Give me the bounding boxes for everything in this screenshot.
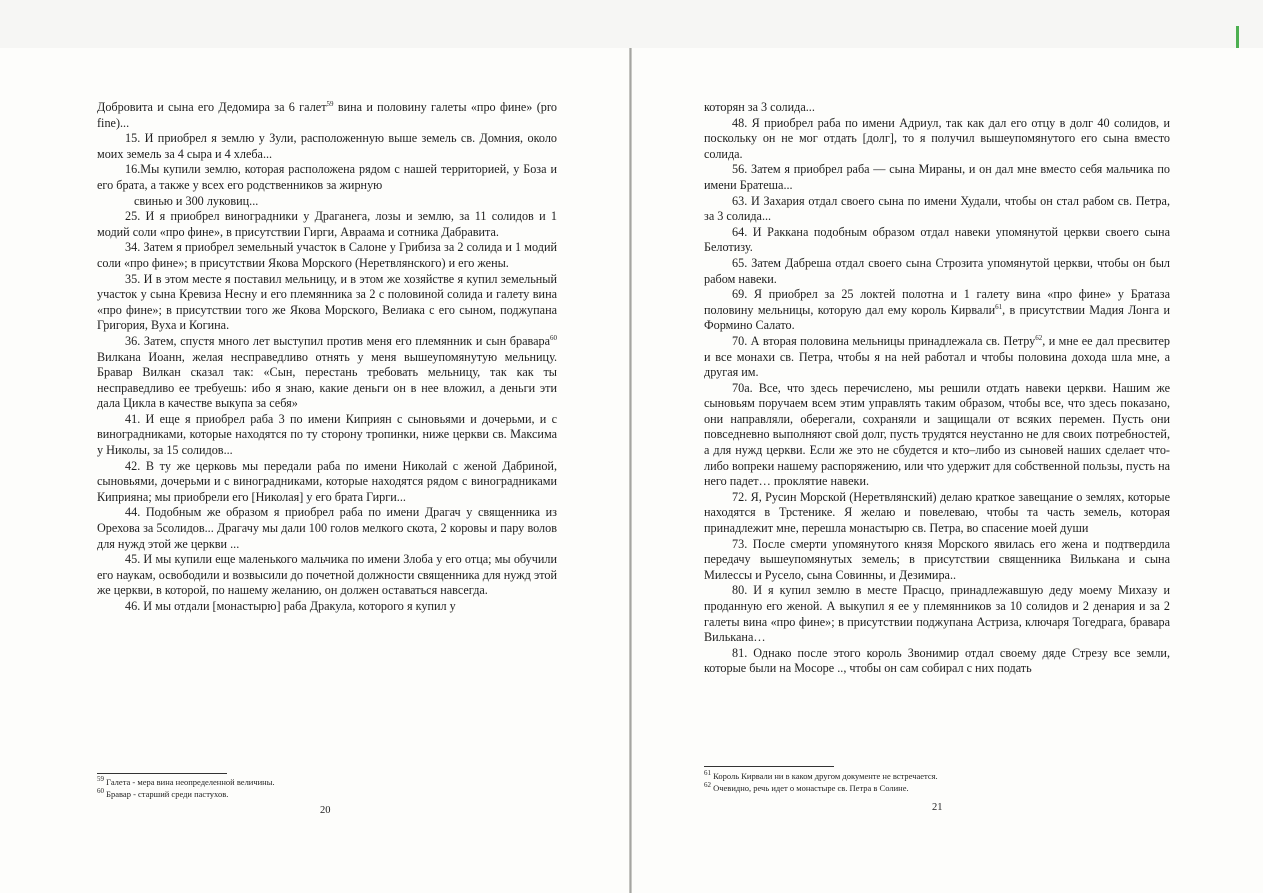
paragraph-text: 42. В ту же церковь мы передали раба по имени Николай с женой Дабриной, сыновьями, дочерьми и с виноградниками, которые находятся рядом с виноградниками Киприяна; мы приобрели его [Николая] у его брата Гирги... — [97, 458, 557, 504]
footnote-ref: 59 — [326, 99, 334, 108]
footnote-ref: 61 — [995, 302, 1003, 311]
footnote — [97, 788, 557, 800]
paragraph — [704, 334, 1170, 381]
paragraph — [704, 100, 1170, 116]
page-number: 20 — [320, 805, 331, 816]
footnote-rule — [704, 766, 834, 767]
paragraph — [97, 459, 557, 506]
paragraph-text: 34. Затем я приобрел земельный участок в Салоне у Грибиза за 2 солида и 1 модий соли «про фине»; в присутствии Якова Морского (Неретвлянского) и его жены. — [97, 240, 557, 270]
paragraph-text: которян за 3 солида... — [704, 100, 815, 114]
paragraph-text: 25. И я приобрел виноградники у Драганега, лозы и землю, за 11 солидов и 1 модий соли «про фине», в присутствии Гирги, Авраама и сотника Дабравита. — [97, 209, 557, 239]
paragraph — [97, 552, 557, 599]
paragraph — [704, 225, 1170, 256]
footnote-text: Очевидно, речь идет о монастыре св. Петра в Солине. — [713, 783, 909, 793]
paragraph-text: 69. Я приобрел за 25 локтей полотна и 1 галету вина «про фине» у Братаза половину мельницы, которую дал ему король Кирвали — [704, 287, 1170, 317]
paragraph-text: Добровита и сына его Дедомира за 6 галет — [97, 100, 327, 114]
paragraph — [704, 490, 1170, 537]
scan-edge-mark — [1236, 26, 1239, 48]
paragraph-text: вина и половину галеты «про фине» (pro fine)... — [97, 100, 558, 130]
paragraph-text: 16.Мы купили землю, которая расположена рядом с нашей территорией, у Боза и его брата, а также у всех его родственников за жирную — [97, 162, 557, 192]
paragraph — [97, 209, 557, 240]
paragraph-text: 65. Затем Дабреша отдал своего сына Строзита упомянутой церкви, чтобы он был рабом навеки. — [704, 255, 1170, 286]
paragraph-text: Вилкана Иоанн, желая несправедливо отнять у меня вышеупомянутую мельницу. Бравар Вилкан сказал так: «Сын, перестань требовать мельницу, так как ты несправедливо ее требуешь: ибо я знаю, какие деньги он в нее вложил, а деньги эти дала Цикла в качестве выкупа за себя» — [97, 349, 557, 411]
footnote-rule — [97, 773, 227, 774]
paragraph-text: , и мне ее дал пресвитер и все монахи св. Петра, чтобы я на ней работал и чтобы половина дохода шла мне, а другая им. — [704, 333, 1170, 380]
left-page-body — [97, 100, 557, 615]
paragraph-text: 70. А вторая половина мельницы принадлежала св. Петру — [732, 333, 1036, 348]
paragraph-text: 36. Затем, спустя много лет выступил против меня его племянник и сын бравара — [125, 333, 550, 348]
paragraph — [704, 194, 1170, 225]
footnote — [704, 770, 1170, 782]
footnote-text: Бравар - старший среди пастухов. — [106, 789, 229, 799]
footnote-number: 62 — [704, 781, 711, 790]
paragraph-text: свинью и 300 луковиц... — [134, 193, 259, 208]
paragraph-text: 81. Однако после этого король Звонимир отдал своему дяде Стрезу все земли, которые были на Мосоре .., чтобы он сам собирал с них подать — [704, 645, 1170, 676]
paragraph — [704, 646, 1170, 677]
right-page-body — [704, 100, 1170, 677]
right-page — [632, 48, 1263, 893]
paragraph-text: 15. И приобрел я землю у Зули, расположенную выше земель св. Домния, около моих земель за 4 сыра и 4 хлеба... — [97, 131, 557, 161]
paragraph — [97, 505, 557, 552]
paragraph — [97, 599, 557, 615]
paragraph-text: 46. И мы отдали [монастырю] раба Дракула, которого я купил у — [125, 599, 456, 613]
paragraph — [97, 100, 557, 131]
paragraph-text: 64. И Раккана подобным образом отдал навеки упомянутой церкви своего сына Белотизу. — [704, 224, 1170, 255]
paragraph-text: 44. Подобным же образом я приобрел раба по имени Драгач у священника из Орехова за 5солидов... Драгачу мы дали 100 голов мелкого скота, 2 коровы и пару волов для нужд этой же церкви ... — [97, 505, 557, 551]
left-page — [0, 48, 630, 893]
paragraph — [704, 256, 1170, 287]
paragraph-text: 80. И я купил землю в месте Прасцо, принадлежавшую деду моему Михазу и проданную его женой. А выкупил я ее у племянников за 10 солидов и 2 денария и за 2 галеты вина «про фине»; в присутствии поджупана Астриза, ключаря Тогедрага, бравара Вилькана… — [704, 583, 1170, 645]
paragraph — [97, 162, 557, 193]
footnote-number: 59 — [97, 775, 104, 784]
paragraph-text: 35. И в этом месте я поставил мельницу, и в этом же хозяйстве я купил земельный участок у сына Кревиза Несну и его племянника за 2 с половиной солида и галету вина «про фине»; в присутствии того же Якова Морского, Велиака с его сыном, поджупана Григория, Вуха и Когина. — [97, 271, 557, 333]
footnote-ref: 60 — [550, 333, 557, 342]
paragraph — [97, 194, 557, 210]
footnote-number: 61 — [704, 769, 711, 778]
footnote-ref: 62 — [1035, 333, 1043, 342]
paragraph-text: 63. И Захария отдал своего сына по имени Худали, чтобы он стал рабом св. Петра, за 3 солида... — [704, 193, 1170, 224]
footnote-number: 60 — [97, 787, 104, 796]
paragraph — [97, 334, 557, 412]
paragraph-text: 41. И еще я приобрел раба 3 по имени Киприян с сыновьями и дочерьми, и с виноградниками, которые находятся по ту сторону тропинки, ниже церкви св. Максима у Николы, за 15 солидов... — [97, 411, 557, 458]
footnote — [704, 782, 1170, 794]
footnote-text: Галета - мера вина неопределенной величины. — [106, 777, 275, 787]
scan-top-strip — [0, 0, 1263, 48]
paragraph-text: 72. Я, Русин Морской (Неретвлянский) делаю краткое завещание о землях, которые находятся в Трстенике. Я желаю и повелеваю, чтобы та часть земель, которая принадлежит мне, перешла монастырю св. Петра, во спасение моей души — [704, 489, 1170, 536]
footnote — [97, 776, 557, 788]
paragraph-text: 70а. Все, что здесь перечислено, мы решили отдать навеки церкви. Нашим же сыновьям поручаем всем этим управлять таким образом, чтобы все, что здесь показано, они направляли, оберегали, сохраняли и защищали от всяких перемен. Пусть они повседневно выполняют свой долг, пусть трудятся неустанно не для своих потребностей, а для нужд церкви. Если же это не сбудется и кто–либо из сыновей наших сделает что-либо вопреки нашему распоряжению, или что удержит для собственной пользы, пусть на него падет… проклятие навеки. — [704, 380, 1170, 489]
paragraph-text: , в присутствии Мадия Лонга и Формино Салато. — [704, 302, 1171, 333]
paragraph — [704, 287, 1170, 334]
paragraph — [704, 537, 1170, 584]
paragraph-text: 56. Затем я приобрел раба — сына Мираны, и он дал мне вместо себя мальчика по имени Братеша... — [704, 162, 1170, 192]
paragraph-text: 45. И мы купили еще маленького мальчика по имени Злоба у его отца; мы обучили его наукам, освободили и возвысили до почетной должности священника для нужд этой же церкви, в которой, по нашему желанию, он должен оставаться навсегда. — [97, 552, 557, 598]
paragraph — [97, 272, 557, 334]
paragraph — [97, 412, 557, 459]
footnote-text: Король Кирвали ни в каком другом документе не встречается. — [713, 771, 938, 781]
paragraph — [97, 240, 557, 271]
paragraph-text: 48. Я приобрел раба по имени Адриул, так как дал его отцу в долг 40 солидов, и поскольку он не мог отдать [долг], то я получил вышеупомянутого его сына вместо солида. — [704, 115, 1170, 161]
paragraph — [704, 583, 1170, 645]
page-number: 21 — [932, 802, 943, 813]
paragraph-text: 73. После смерти упомянутого князя Морского явилась его жена и подтвердила передачу вышеупомянутых земель; в присутствии священника Вилькана и сына Милессы и Русело, сына Совинны, и Дезимира.. — [704, 536, 1170, 582]
paragraph — [704, 162, 1170, 193]
paragraph — [704, 381, 1170, 490]
paragraph — [97, 131, 557, 162]
right-footnotes — [704, 770, 1170, 794]
paragraph — [704, 116, 1170, 163]
left-footnotes — [97, 776, 557, 800]
